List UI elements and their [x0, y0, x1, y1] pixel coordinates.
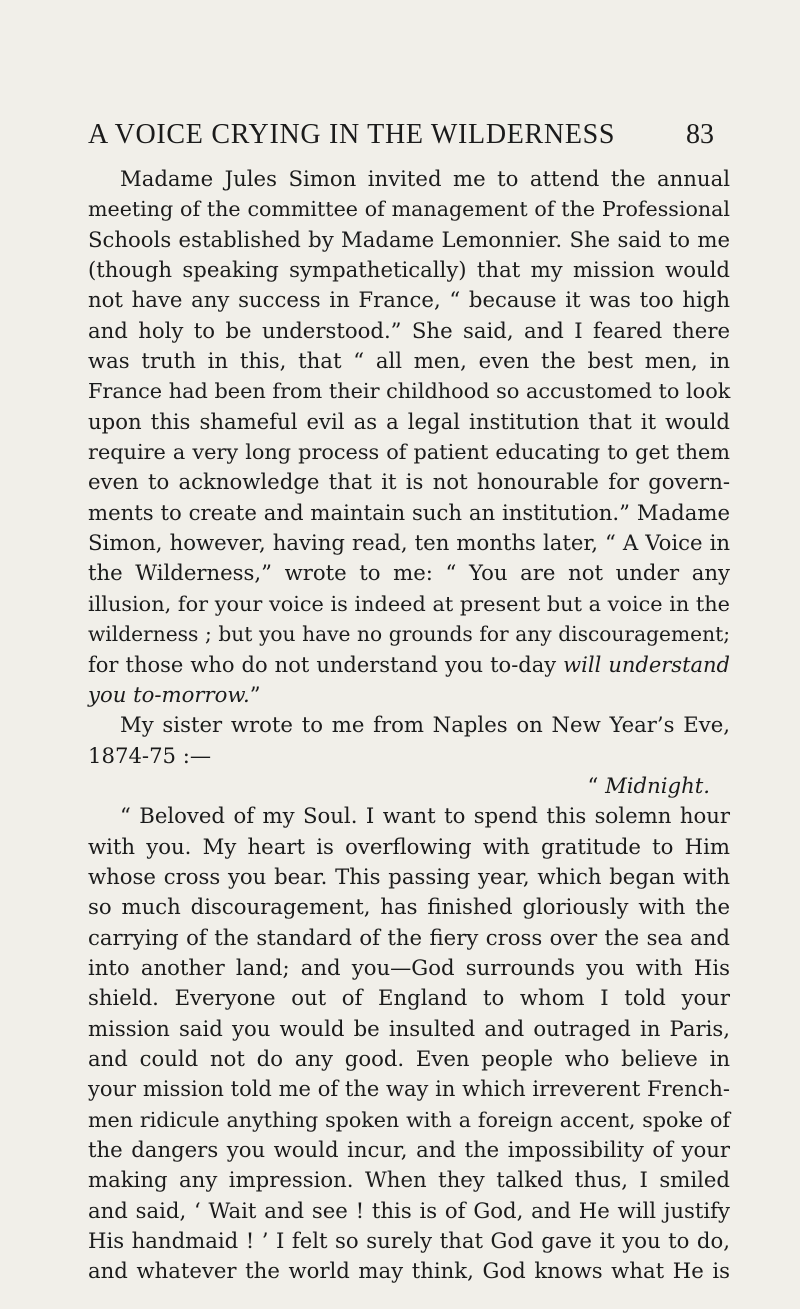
letter-heading: [88, 771, 730, 801]
text-line: require a very long process of patient educating to get them: [88, 440, 730, 465]
text-line: 1874-75 :—: [88, 742, 212, 768]
text-line: whose cross you bear. This passing year, which began with: [88, 863, 730, 889]
text-line: was truth in this, that “ all men, even the best men, in: [88, 348, 730, 374]
text-line: your mission told me of the way in which irreverent French-: [88, 1077, 730, 1102]
text-line: and said, ‘ Wait and see ! this is of God, and He will justify: [88, 1197, 730, 1223]
text-line: meeting of the committee of management of the Professional: [88, 197, 730, 222]
text-line: “ Beloved of my Soul. I want to spend this solemn hour: [120, 803, 730, 829]
text-line: mission said you would be insulted and outraged in Paris,: [88, 1015, 730, 1041]
text-line: with you. My heart is overflowing with gratitude to Him: [88, 833, 730, 859]
midnight-heading: Midnight.: [605, 772, 710, 798]
text-run: for those who do not understand you to-day: [88, 652, 564, 677]
text-line: men ridicule anything spoken with a foreign accent, spoke of: [88, 1107, 730, 1132]
text-line: Simon, however, having read, ten months later, “ A Voice in: [88, 530, 730, 556]
page-number: 83: [686, 119, 714, 150]
text-line: upon this shameful evil as a legal institution that it would: [88, 408, 730, 434]
text-line: and holy to be understood.” She said, and I feared there: [88, 317, 730, 343]
text-line: wilderness ; but you have no grounds for any discouragement;: [88, 622, 730, 647]
running-title: A VOICE CRYING IN THE WILDERNESS: [88, 119, 616, 150]
text-line: Schools established by Madame Lemonnier. She said to me: [88, 226, 730, 252]
text-line: (though speaking sympathetically) that my mission would: [88, 257, 730, 283]
text-line: My sister wrote to me from Naples on New Year’s Eve,: [120, 712, 730, 738]
text-line-mixed: [88, 650, 730, 680]
text-line: the Wilderness,” wrote to me: “ You are not under any: [88, 560, 730, 586]
text-line: so much discouragement, has finished gloriously with the: [88, 894, 730, 920]
text-line: and whatever the world may think, God knows what He is: [88, 1258, 730, 1284]
text-line: ments to create and maintain such an institution.” Madame: [88, 499, 730, 525]
body-text: [88, 164, 730, 1287]
text-line: the dangers you would incur, and the impossibility of your: [88, 1137, 730, 1162]
text-line: and could not do any good. Even people who believe in: [88, 1045, 730, 1071]
open-quote: “: [587, 772, 606, 798]
italic-text: you to-morrow.: [88, 681, 250, 707]
running-head: [62, 118, 714, 158]
text-line-mixed: [88, 680, 730, 710]
text-line: shield. Everyone out of England to whom I told your: [88, 985, 730, 1011]
text-line: Madame Jules Simon invited me to attend the annual: [120, 166, 730, 191]
text-line: even to acknowledge that it is not honourable for govern-: [88, 469, 730, 495]
text-line: carrying of the standard of the fiery cross over the sea and: [88, 924, 730, 950]
text-line: France had been from their childhood so accustomed to look: [88, 379, 731, 404]
text-line: illusion, for your voice is indeed at present but a voice in the: [88, 591, 730, 616]
text-line: into another land; and you—God surrounds you with His: [88, 954, 730, 980]
closing-quote: ”: [249, 681, 261, 707]
text-line: not have any success in France, “ because it was too high: [88, 287, 730, 313]
text-line: making any impression. When they talked thus, I smiled: [88, 1167, 730, 1193]
italic-text: will understand: [563, 652, 731, 677]
text-line: His handmaid ! ’ I felt so surely that God gave it you to do,: [88, 1228, 730, 1254]
